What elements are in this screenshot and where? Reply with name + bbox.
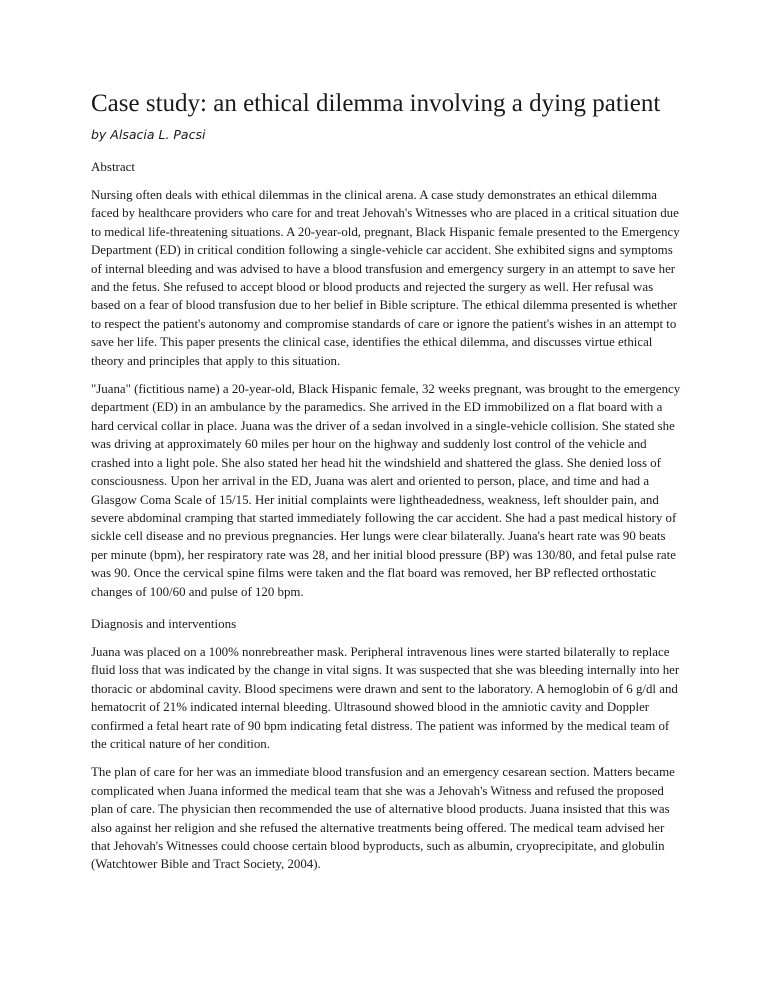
author-byline: by Alsacia L. Pacsi [91, 127, 206, 142]
page-title: Case study: an ethical dilemma involving a dying patient [91, 90, 661, 117]
abstract-paragraph: Nursing often deals with ethical dilemmas in the clinical arena. A case study demonstrates an ethical dilemma faced by healthcare providers who care for and treat Jehovah's Witnesses who are placed in a critical situation due to medical life-threatening situations. A 20-year-old, pregnant, Black Hispanic female presented to the Emergency Department (ED) in critical condition following a single-vehicle car accident. She exhibited signs and symptoms of internal bleeding and was advised to have a blood transfusion and emergency surgery in an attempt to save her and the fetus. She refused to accept blood or blood products and rejected the surgery as well. Her refusal was based on a fear of blood transfusion due to her belief in Bible scripture. The ethical dilemma presented is whether to respect the patient's autonomy and compromise standards of care or ignore the patient's wishes in an attempt to save her life. This paper presents the clinical case, identifies the ethical dilemma, and discusses virtue ethical theory and principles that apply to this situation. [91, 188, 680, 368]
diagnosis-heading: Diagnosis and interventions [91, 615, 237, 631]
diagnosis-paragraph: Juana was placed on a 100% nonrebreather mask. Peripheral intravenous lines were started bilaterally to replace fluid loss that was indicated by the change in vital signs. It was suspected that she was bleeding internally into her thoracic or abdominal cavity. Blood specimens were drawn and sent to the laboratory. A hemoglobin of 6 g/dl and hematocrit of 21% indicated internal bleeding. Ultrasound showed blood in the amniotic cavity and Doppler confirmed a fetal heart rate of 90 bpm indicating fetal distress. The patient was informed by the medical team of the critical nature of her condition. [91, 644, 680, 751]
abstract-heading: Abstract [91, 159, 136, 174]
plan-paragraph: The plan of care for her was an immediate blood transfusion and an emergency cesarean section. Matters became complicated when Juana informed the medical team that she was a Jehovah's Witness and refused the proposed plan of care. The physician then recommended the use of alternative blood products. Juana insisted that this was also against her religion and she refused the alternative treatments being offered. The medical team advised her that Jehovah's Witnesses could choose certain blood byproducts, such as albumin, cryoprecipitate, and globulin (Watchtower Bible and Tract Society, 2004). [91, 765, 675, 872]
document-body [91, 88, 681, 874]
case-paragraph: "Juana" (fictitious name) a 20-year-old, Black Hispanic female, 32 weeks pregnant, was brought to the emergency department (ED) in an ambulance by the paramedics. She arrived in the ED immobilized on a flat board with a hard cervical collar in place. Juana was the driver of a sedan involved in a single-vehicle collision. She stated she was driving at approximately 60 miles per hour on the highway and suddenly lost control of the vehicle and crashed into a light pole. She also stated her head hit the windshield and shattered the glass. She denied loss of consciousness. Upon her arrival in the ED, Juana was alert and oriented to person, place, and time and had a Glasgow Coma Scale of 15/15. Her initial complaints were lightheadedness, weakness, left shoulder pain, and severe abdominal cramping that started immediately following the car accident. She had a past medical history of sickle cell disease and no previous pregnancies. Her lungs were clear bilaterally. Juana's heart rate was 90 beats per minute (bpm), her respiratory rate was 28, and her initial blood pressure (BP) was 130/80, and fetal pulse rate was 90. Once the cervical spine films were taken and the flat board was removed, her BP reflected orthostatic changes of 100/60 and pulse of 120 bpm. [91, 382, 681, 599]
